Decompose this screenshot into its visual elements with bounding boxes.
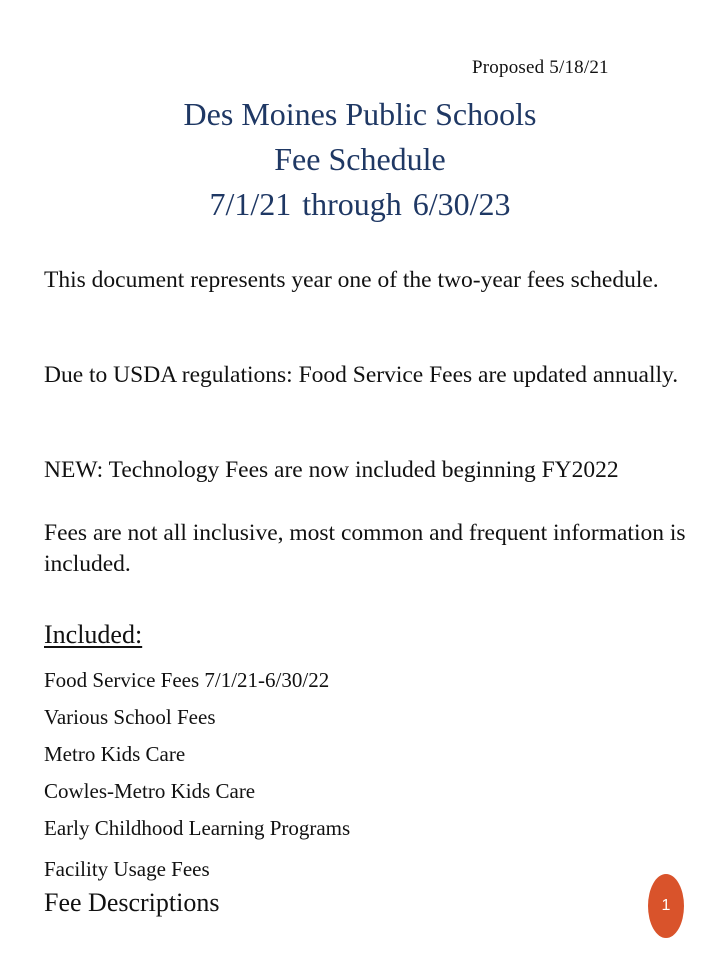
list-item: Food Service Fees 7/1/21-6/30/22	[44, 668, 330, 692]
paragraph-year-one: This document represents year one of the two-year fees schedule.	[44, 267, 659, 293]
title-line-organization: Des Moines Public Schools	[183, 96, 537, 132]
list-item: Various School Fees	[44, 705, 216, 729]
title-line-date-range: 7/1/21 through 6/30/23	[209, 186, 511, 222]
list-item: Metro Kids Care	[44, 742, 186, 766]
paragraph-usda: Due to USDA regulations: Food Service Fees are updated annually.	[44, 362, 679, 388]
list-item: Facility Usage Fees	[44, 857, 210, 881]
included-list	[44, 662, 350, 888]
paragraph-technology-fees: NEW: Technology Fees are now included beginning FY2022	[44, 457, 619, 483]
fee-descriptions-heading: Fee Descriptions	[44, 888, 220, 917]
page-number-badge: 1	[648, 874, 684, 938]
list-item: Early Childhood Learning Programs	[44, 816, 351, 840]
included-heading: Included:	[44, 620, 143, 649]
list-item: Cowles-Metro Kids Care	[44, 779, 256, 803]
paragraph-not-all-inclusive: Fees are not all inclusive, most common and frequent information is included.	[44, 520, 686, 577]
proposed-date: Proposed 5/18/21	[472, 57, 609, 78]
title-line-fee-schedule: Fee Schedule	[274, 141, 446, 177]
document-title	[0, 92, 720, 227]
